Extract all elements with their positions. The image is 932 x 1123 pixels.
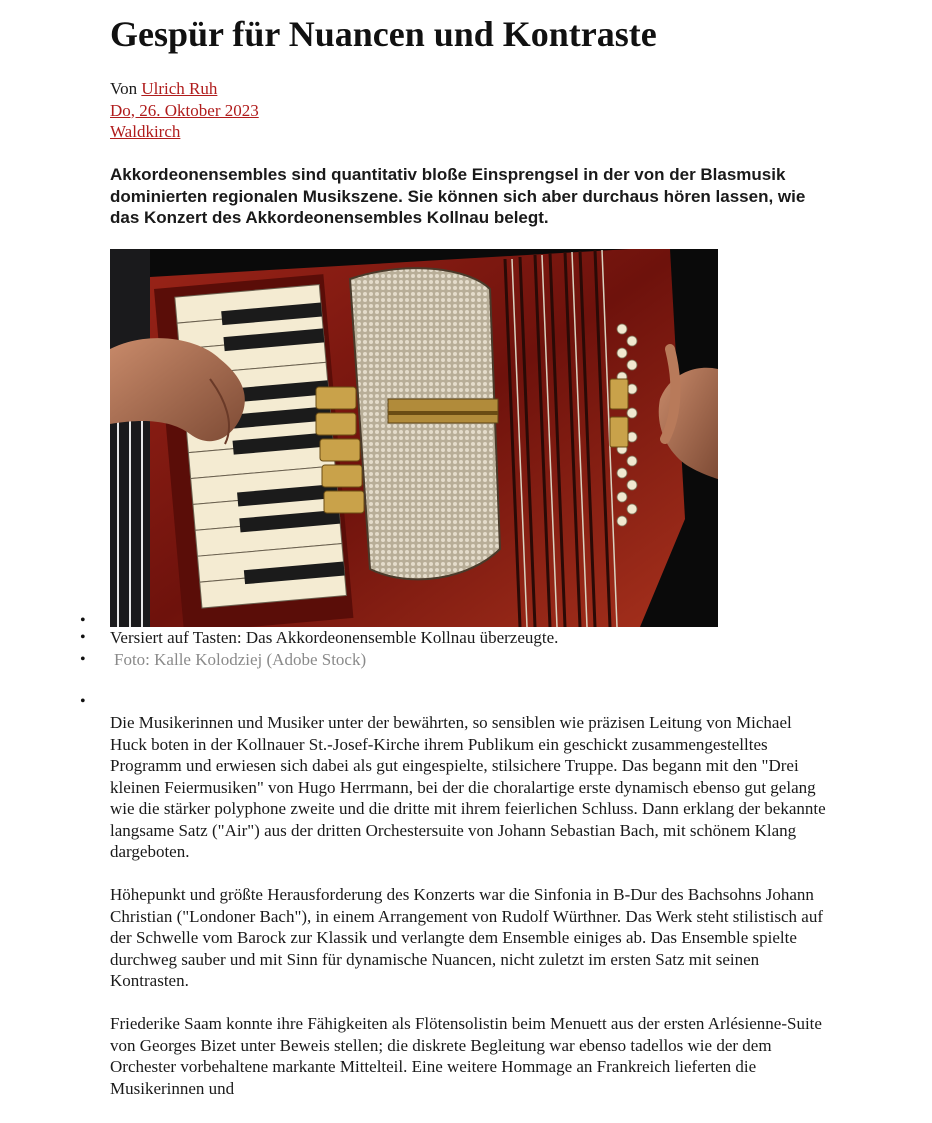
bullet-marker: • (80, 629, 86, 646)
bullet-marker: • (80, 651, 86, 668)
body-paragraph: Die Musikerinnen und Musiker unter der bewährten, so sensiblen wie präzisen Leitung von Michael Huck boten in der Kollnauer St.-Josef-Kirche ihrem Publikum ein geschickt zusammengestelltes Programm und erwiesen sich dabei als gut eingespielte, stilsichere Truppe. Das begann mit den "Drei kleinen Feiermusiken" von Hugo Herrmann, bei der die choralartige erste dynamisch ebenso gut gelang wie die stärker polyphone zweite und die dritte mit ihrem feierlichen Schluss. Dann erklang der bekannte langsame Satz ("Air") aus der dritten Orchestersuite von Johann Sebastian Bach, mit schönem Klang dargeboten. (110, 713, 826, 861)
article-meta (110, 78, 259, 143)
article-body (110, 712, 830, 1121)
byline-prefix: Von (110, 79, 138, 98)
image-caption: Versiert auf Tasten: Das Akkordeonensemble Kollnau überzeugte. (110, 628, 559, 647)
bullet-marker: • (80, 612, 86, 629)
article-title: Gespür für Nuancen und Kontraste (110, 14, 657, 54)
location-link[interactable]: Waldkirch (110, 122, 181, 141)
article-image (110, 249, 718, 627)
body-paragraph: Höhepunkt und größte Herausforderung des Konzerts war die Sinfonia in B-Dur des Bachsohns Johann Christian ("Londoner Bach"), in einem Arrangement von Rudolf Würthner. Das Werk steht stilistisch auf der Schwelle vom Barock zur Klassik und verlangte dem Ensemble einiges ab. Das Ensemble spielte durchweg sauber und mit Sinn für dynamische Nuancen, nicht zuletzt im ersten Satz mit seinen Kontrasten. (110, 885, 823, 990)
body-paragraph: Friederike Saam konnte ihre Fähigkeiten als Flötensolistin beim Menuett aus der ersten Arlésienne-Suite von Georges Bizet unter Beweis stellen; die diskrete Begleitung war ebenso tadellos wie der dem Orchester vorbehaltene markante Mittelteil. Eine weitere Hommage an Frankreich lieferten die Musikerinnen und (110, 1014, 822, 1098)
image-credit: Foto: Kalle Kolodziej (Adobe Stock) (114, 650, 367, 669)
accordion-photo-icon (110, 249, 718, 627)
byline (110, 78, 259, 100)
date-link[interactable]: Do, 26. Oktober 2023 (110, 100, 259, 120)
author-link[interactable]: Ulrich Ruh (141, 79, 218, 98)
article-lead: Akkordeonensembles sind quantitativ bloße Einsprengsel in der von der Blasmusik dominierten regionalen Musikszene. Sie können sich aber durchaus hören lassen, wie das Konzert des Akkordeonensembles Kollnau belegt. (110, 165, 806, 227)
bullet-marker: • (80, 693, 86, 710)
